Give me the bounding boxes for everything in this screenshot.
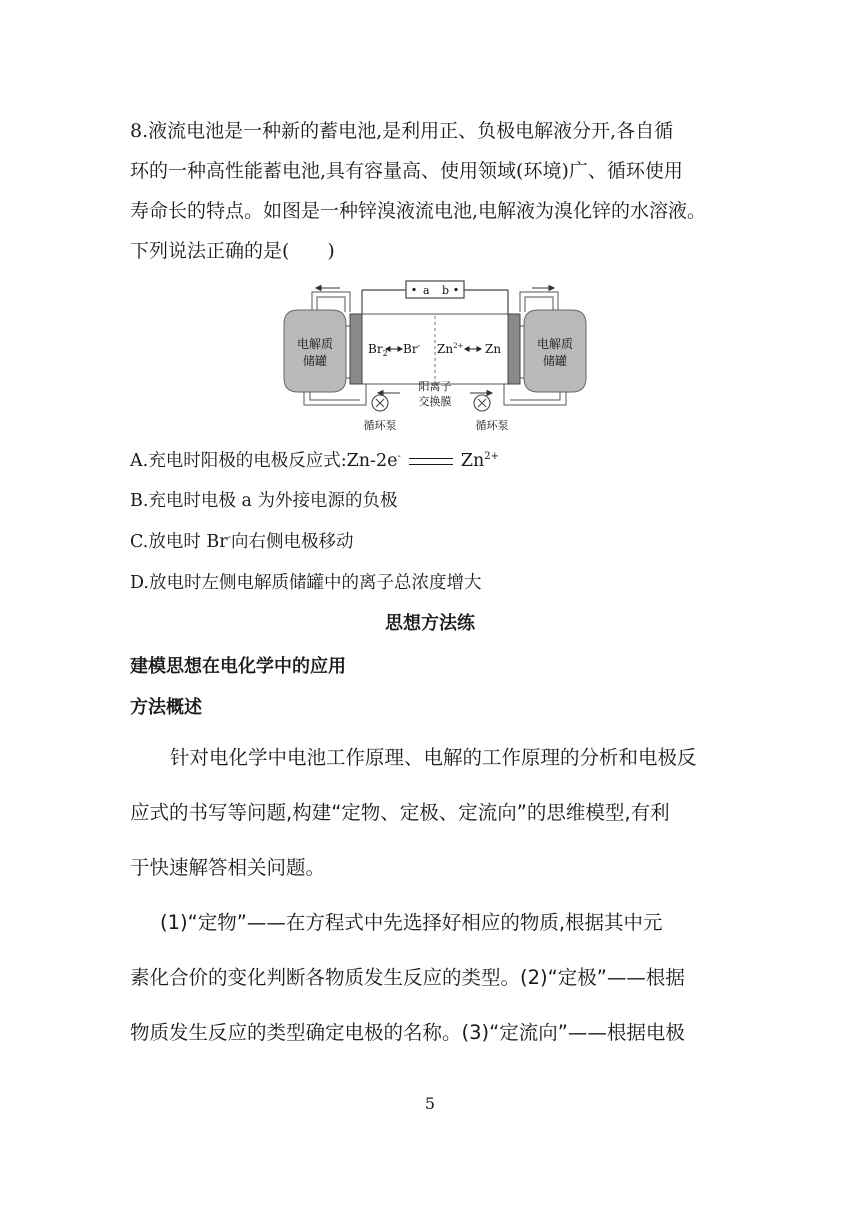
left-pump-label: 循环泵 (363, 419, 397, 432)
para2-line-1: (1)“定物”——在方程式中先选择好相应的物质,根据其中元 (160, 911, 663, 934)
question-line-2: 环的一种高性能蓄电池,具有容量高、使用领域(环境)广、循环使用 (130, 160, 683, 182)
br-ion-label: Br- (403, 341, 421, 356)
right-tank-label-2: 储罐 (542, 354, 568, 368)
terminal-b-label: b (442, 284, 450, 297)
membrane-label-2: 交换膜 (418, 395, 452, 408)
option-a: A.充电时阳极的电极反应式:Zn-2e- $Zn^{2+}$ (130, 451, 500, 471)
right-electrolyte-tank (524, 310, 586, 392)
reaction-equals-sign (409, 458, 453, 465)
membrane-label-1: 阳离子 (418, 380, 452, 393)
question-line-4: 下列说法正确的是( ) (130, 240, 335, 262)
option-d: D.放电时左侧电解质储罐中的离子总浓度增大 (130, 573, 482, 593)
right-tank-label-1: 电解质 (536, 337, 574, 351)
left-tank-label-1: 电解质 (296, 337, 334, 351)
section-subheading: 方法概述 (130, 697, 202, 718)
right-electrode (508, 314, 520, 384)
question-line-3: 寿命长的特点。如图是一种锌溴液流电池,电解液为溴化锌的水溶液。 (130, 200, 707, 222)
page-number: 5 (424, 1094, 436, 1113)
terminal-a-label: a (423, 284, 430, 297)
option-c: C.放电时 Br-向右侧电极移动 (130, 532, 354, 552)
question-line-1: 8.液流电池是一种新的蓄电池,是利用正、负极电解液分开,各自循 (130, 120, 674, 142)
zn-label: Zn (485, 342, 502, 356)
left-electrolyte-tank (284, 310, 346, 392)
section-title: 思想方法练 (385, 613, 475, 634)
br2-label: $Br_2$ (368, 342, 388, 358)
para1-line-2: 应式的书写等问题,构建“定物、定极、定流向”的思维模型,有利 (130, 801, 670, 824)
left-circulation-pump (372, 395, 388, 411)
para1-line-1: 针对电化学中电池工作原理、电解的工作原理的分析和电极反 (170, 746, 697, 769)
zinc-bromine-flow-battery-diagram (282, 266, 588, 434)
right-pump-label: 循环泵 (475, 419, 509, 432)
left-tank-label-2: 储罐 (302, 354, 328, 368)
zn-ion-label: $Zn^{2+}$ (437, 342, 464, 356)
para2-line-3: 物质发生反应的类型确定电极的名称。(3)“定流向”——根据电极 (130, 1021, 685, 1044)
para1-line-3: 于快速解答相关问题。 (130, 856, 326, 879)
section-heading: 建模思想在电化学中的应用 (130, 656, 346, 677)
left-electrode (350, 314, 362, 384)
para2-line-2: 素化合价的变化判断各物质发生反应的类型。(2)“定极”——根据 (130, 966, 685, 989)
right-circulation-pump (474, 395, 490, 411)
option-b: B.充电时电极 a 为外接电源的负极 (130, 491, 398, 511)
